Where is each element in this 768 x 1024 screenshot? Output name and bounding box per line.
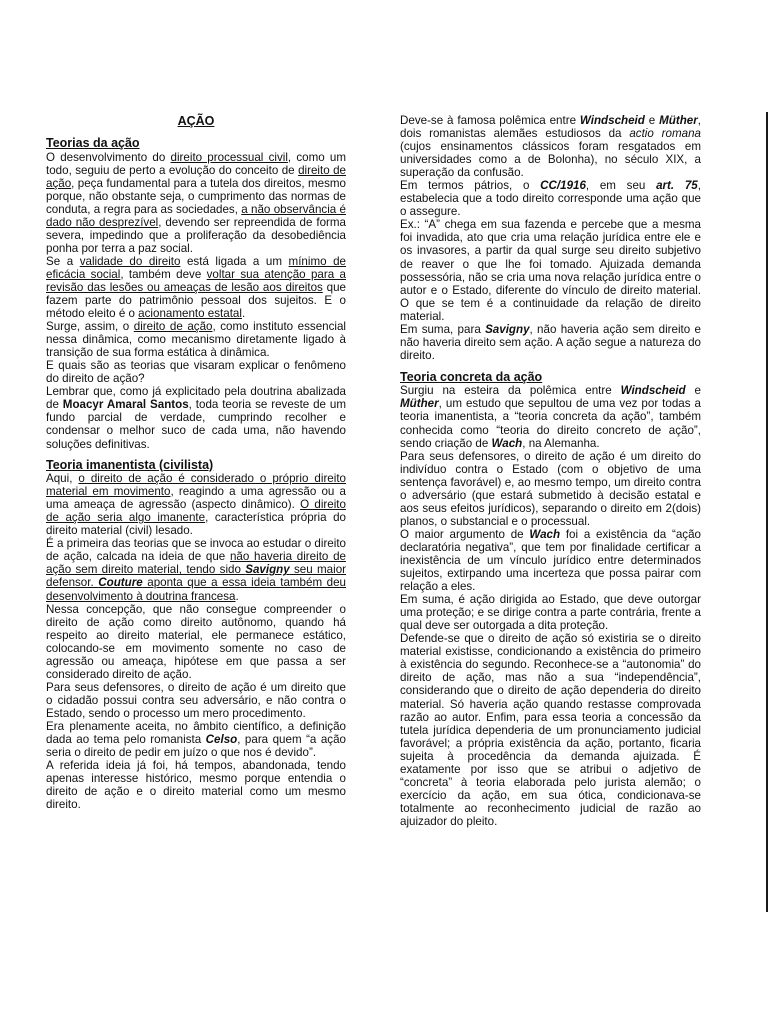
paragraph: Se a validade do direito está ligada a um mínimo de eficácia social, também deve voltar sua atenção para a revisão das lesões ou ameaças de lesão aos direitos que fazem parte do patrimônio pessoal dos sujeitos. E o método eleito é o acionamento estatal. [46, 254, 346, 321]
section-heading-teorias-da-acao: Teorias da ação [46, 136, 140, 150]
section-heading-teoria-imanentista: Teoria imanentista (civilista) [46, 457, 214, 472]
right-column [400, 114, 701, 828]
paragraph: É a primeira das teorias que se invoca ao estudar o direito de ação, calcada na ideia de que não haveria direito de ação sem direito material, tendo sido Savigny seu maior defensor. Couture aponta que a essa ideia também deu desenvolvimento à doutrina francesa. [46, 537, 347, 603]
paragraph: Em suma, para Savigny, não haveria ação sem direito e não haveria direito sem ação. A ação segue a natureza do direito. [400, 322, 701, 362]
paragraph: Deve-se à famosa polêmica entre Windscheid e Müther, dois romanistas alemães estudiosos da actio romana (cujos ensinamentos clássicos foram resgatados em universidades como a de Bolonha), no século XIX, a superação da confusão. [400, 114, 701, 180]
paragraph: Nessa concepção, que não consegue compreender o direito de ação como direito autônomo, quando há respeito ao direito material, ele permanece estático, colocando-se em movimento somente no caso de agressão ou ameaça, hipótese em que passa a ser considerado direito de ação. [46, 602, 346, 681]
paragraph: E quais são as teorias que visaram explicar o fenômeno do direito de ação? [46, 359, 346, 386]
paragraph: Em suma, é ação dirigida ao Estado, que deve outorgar uma proteção; e se dirige contra a parte contrária, frente a qual deve ser outorgada a dita proteção. [400, 593, 701, 633]
paragraph: O desenvolvimento do direito processual civil, como um todo, seguiu de perto a evolução do conceito de direito de ação, peça fundamental para a tutela dos direitos, mesmo porque, não obstante seja, o cumprimento das normas de conduta, a regra para as sociedades, a não observância é dado não desprezível, devendo ser repreendida de forma severa, impedindo que a proliferação da desobediência ponha por terra a paz social. [46, 150, 346, 255]
paragraph: Para seus defensores, o direito de ação é um direito do indivíduo contra o Estado (com o objetivo de uma sentença favorável) e, ao mesmo tempo, um direito contra o adversário (que estará submetido à decisão estatal e aos seus efeitos jurídicos), separando o direito em 2(dois) planos, o substancial e o processual. [400, 449, 701, 528]
paragraph: Surge, assim, o direito de ação, como instituto essencial nessa dinâmica, como mecanismo diretamente ligado à transição de sua forma estática à dinâmica. [46, 320, 346, 360]
paragraph: Lembrar que, como já explicitado pela doutrina abalizada de Moacyr Amaral Santos, toda teoria se reveste de um fundo parcial de verdade, cumprindo recolher e condensar o melhor suco de cada uma, não havendo soluções definitivas. [46, 385, 346, 451]
paragraph: Ex.: “A” chega em sua fazenda e percebe que a mesma foi invadida, ato que cria uma relação jurídica entre ele e os invasores, a partir da qual surge seu direito subjetivo de reaver o que lhe foi tomado. Ajuizada demanda possessória, não se cria uma nova relação jurídica entre o autor e o Estado, diferente do vínculo de direito material. O que se tem é a continuidade da relação de direito material. [400, 218, 701, 323]
paragraph: O maior argumento de Wach foi a existência da “ação declaratória negativa”, que tem por finalidade certificar a inexistência de um vínculo jurídico entre determinados sujeitos, extirpando uma incerteza que possa pairar com relação a eles. [400, 527, 701, 594]
paragraph: Aqui, o direito de ação é considerado o próprio direito material em movimento, reagindo a uma agressão ou a uma ameaça de agressão (aspecto dinâmico). O direito de ação seria algo imanente, característica própria do direito material (civil) lesado. [46, 472, 346, 538]
paragraph: Era plenamente aceita, no âmbito científico, a definição dada ao tema pelo romanista Celso, para quem “a ação seria o direito de pedir em juízo o que nos é devido”. [46, 719, 346, 760]
paragraph: Surgiu na esteira da polêmica entre Windscheid e Müther, um estudo que sepultou de uma vez por todas a teoria imanentista, a “teoria concreta da ação”, também conhecida como “teoria do direito concreto de ação”, sendo criação de Wach, na Alemanha. [400, 384, 701, 450]
page-title: AÇÃO [177, 114, 215, 128]
paragraph: Em termos pátrios, o CC/1916, em seu art. 75, estabelecia que a todo direito corresponde uma ação que o assegure. [400, 179, 701, 219]
paragraph: Para seus defensores, o direito de ação é um direito que o cidadão possui contra seu adversário, e não contra o Estado, sendo o processo um mero procedimento. [46, 680, 346, 720]
left-column [46, 114, 346, 811]
section-heading-teoria-concreta: Teoria concreta da ação [400, 369, 543, 384]
paragraph: A referida ideia já foi, há tempos, abandonada, tendo apenas interesse histórico, mesmo porque entendia o direito de ação e o direito material como um mesmo direito. [46, 759, 346, 812]
paragraph: Defende-se que o direito de ação só existiria se o direito material existisse, condicionando a existência do primeiro à existência do segundo. Reconhece-se a “autonomia” do direito de ação, mas não a sua “independência”, considerando que o direito de ação dependeria do direito material. Só haveria ação quando restasse comprovada razão ao autor. Enfim, para essa teoria a concessão da tutela jurídica dependeria de um pronunciamento judicial favorável; a própria existência da ação, portanto, ficaria sujeita à procedência da demanda ajuizada. É exatamente por isso que se atribui o adjetivo de “concreta” à teoria elaborada pelo jurista alemão; o exercício da ação, em sua ótica, condicionava-se totalmente ao reconhecimento judicial de razão ao ajuizador do pleito. [400, 632, 701, 828]
